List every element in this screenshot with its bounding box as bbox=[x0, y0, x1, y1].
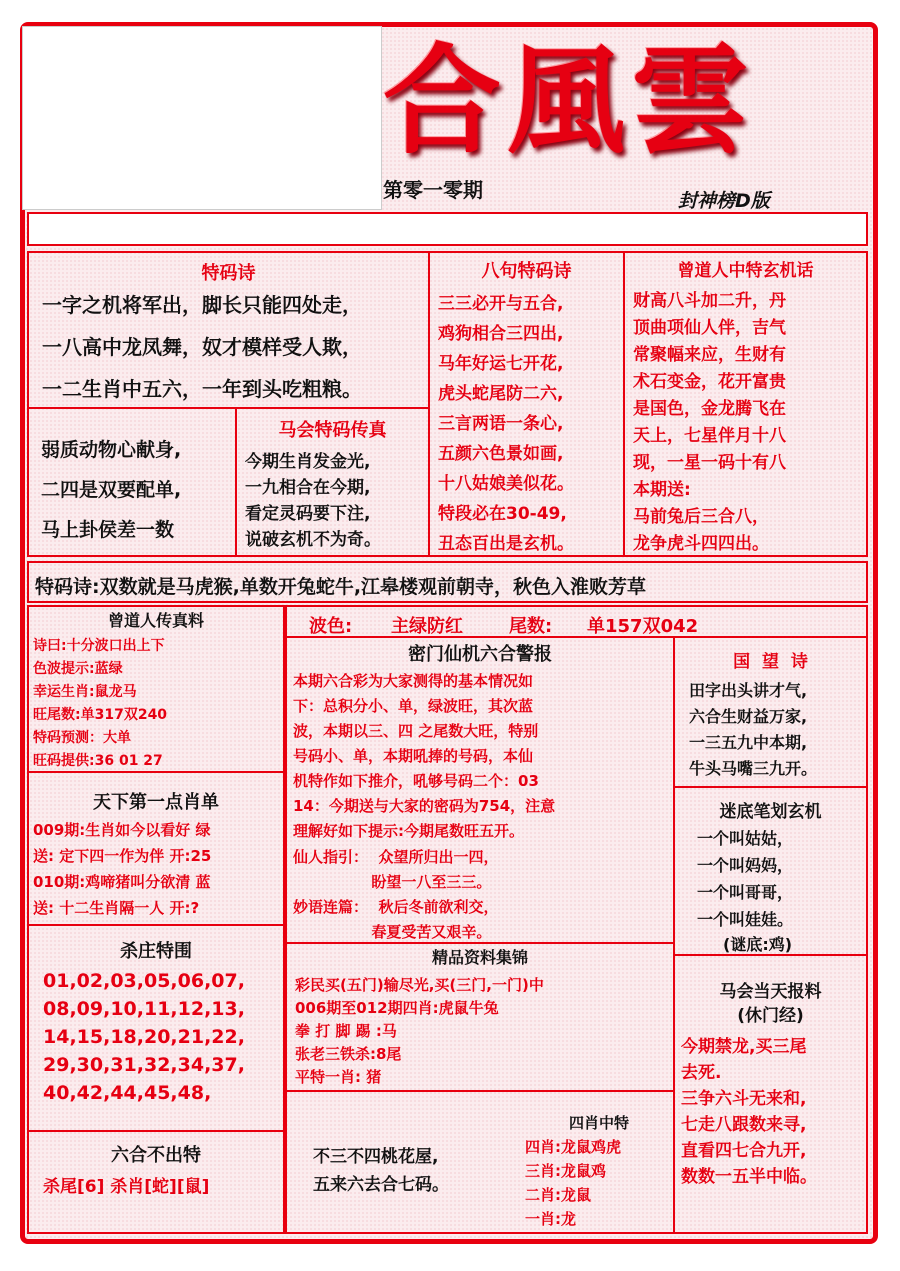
masthead-title: 合風雲 bbox=[383, 31, 756, 170]
zengdao-xuanji-line: 本期送: bbox=[633, 480, 691, 500]
zengdao-chuanzhen-line: 诗曰:十分波口出上下 bbox=[33, 638, 165, 654]
baju-line: 鸡狗相合三四出, bbox=[438, 324, 564, 344]
baju-line: 五颜六色景如画, bbox=[438, 444, 564, 464]
liuhe-buchu-title: 六合不出特 bbox=[111, 1145, 201, 1166]
mimen-box bbox=[285, 636, 675, 944]
midi-line: 一个叫妈妈， bbox=[697, 856, 794, 875]
mahui-chuanzhen-line: 今期生肖发金光, bbox=[245, 452, 371, 472]
sixiao-line: 四肖:龙鼠鸡虎 bbox=[525, 1138, 621, 1156]
liuhe-buchu-text: 杀尾[6] 杀肖[蛇][鼠] bbox=[43, 1177, 210, 1197]
zengdao-chuanzhen-line: 旺尾数:单317双240 bbox=[33, 707, 168, 723]
zengdao-chuanzhen-line: 旺码提供:36 01 27 bbox=[33, 753, 163, 769]
mahui-baoliao-line: 今期禁龙,买三尾 bbox=[681, 1037, 807, 1057]
shazhuang-line: 40,42,44,45,48, bbox=[43, 1082, 212, 1104]
baju-line: 马年好运七开花, bbox=[438, 354, 564, 374]
shazhuang-line: 08,09,10,11,12,13, bbox=[43, 998, 245, 1020]
baju-line: 三三必开与五合, bbox=[438, 294, 564, 314]
temashi-bar-text: 特码诗:双数就是马虎猴,单数开兔蛇牛,江皋楼观前朝寺，秋色入淮败芳草 bbox=[35, 576, 647, 598]
tianxia-box bbox=[27, 771, 285, 926]
midi-line: 一个叫哥哥， bbox=[697, 883, 794, 902]
mahui-baoliao-title: 马会当天报料 bbox=[719, 982, 822, 1002]
mahui-chuanzhen-line: 说破玄机不为奇。 bbox=[245, 530, 381, 550]
zengdao-chuanzhen-title: 曾道人传真料 bbox=[107, 611, 204, 630]
zengdao-xuanji-box bbox=[623, 251, 868, 557]
midi-line: (谜底:鸡) bbox=[723, 935, 793, 954]
baju-line: 虎头蛇尾防二六, bbox=[438, 384, 564, 404]
mahui-chuanzhen-title: 马会特码传真 bbox=[278, 420, 387, 441]
ruozhi-box bbox=[27, 407, 237, 557]
shazhuang-line: 01,02,03,05,06,07, bbox=[43, 970, 245, 992]
guowang-line: 六合生财益万家, bbox=[689, 707, 808, 726]
mimen-line: 妙语连篇： 秋后冬前欲利交， bbox=[293, 898, 499, 916]
sixiao-line: 二肖:龙鼠 bbox=[525, 1186, 591, 1204]
tianxia-line: 送: 十二生肖隔一人 开:? bbox=[33, 899, 200, 917]
mahui-chuanzhen-line: 看定灵码要下注, bbox=[245, 504, 371, 524]
header-blank-panel bbox=[22, 26, 382, 210]
guowang-line: 田字出头讲才气, bbox=[689, 681, 808, 700]
edition-label: 封神榜D版 bbox=[678, 190, 770, 212]
temashi-bar bbox=[27, 561, 868, 603]
shazhuang-line: 29,30,31,32,34,37, bbox=[43, 1054, 245, 1076]
midi-line: 一个叫娃娃。 bbox=[697, 910, 794, 929]
baju-line: 丑态百出是玄机。 bbox=[438, 534, 574, 554]
ruozhi-line: 二四是双要配单, bbox=[41, 479, 182, 501]
busan-box bbox=[285, 1090, 675, 1234]
mimen-line: 春夏受苦又艰辛。 bbox=[293, 923, 492, 941]
temashi-line: 一二生肖中五六，一年到头吃粗粮。 bbox=[42, 377, 362, 401]
jingpin-line: 彩民买(五门)输尽光,买(三门,一门)中 bbox=[295, 976, 544, 994]
jingpin-line: 张老三铁杀:8尾 bbox=[295, 1045, 402, 1063]
zengdao-chuanzhen-line: 色波提示:蓝绿 bbox=[33, 661, 123, 677]
midi-line: 一个叫姑姑， bbox=[697, 829, 794, 848]
mimen-title: 密门仙机六合警报 bbox=[408, 644, 552, 665]
tail-label: 尾数: bbox=[509, 616, 553, 637]
mahui-baoliao-line: 三争六斗无来和, bbox=[681, 1089, 807, 1109]
bose-label: 波色: bbox=[309, 616, 353, 637]
shazhuang-line: 14,15,18,20,21,22, bbox=[43, 1026, 245, 1048]
guowang-title: 国 望 诗 bbox=[733, 652, 808, 672]
bose-value: 主绿防红 bbox=[391, 616, 463, 637]
ruozhi-line: 弱质动物心献身, bbox=[41, 439, 182, 461]
temashi-line: 一字之机将军出，脚长只能四处走， bbox=[42, 293, 362, 317]
tianxia-title: 天下第一点肖单 bbox=[93, 792, 219, 813]
baju-line: 三言两语一条心, bbox=[438, 414, 564, 434]
zengdao-chuanzhen-line: 幸运生肖:鼠龙马 bbox=[33, 684, 137, 700]
blank-banner bbox=[27, 212, 868, 246]
shazhuang-title: 杀庄特围 bbox=[120, 941, 192, 962]
temashi-title: 特码诗 bbox=[201, 263, 256, 284]
mimen-line: 理解好如下提示:今期尾数旺五开。 bbox=[293, 822, 525, 840]
mahui-baoliao-line: 七走八跟数来寻, bbox=[681, 1115, 807, 1135]
mimen-line: 下：总积分小、单，绿波旺，其次蓝 bbox=[293, 697, 534, 715]
mimen-line: 14：今期送与大家的密码为754，注意 bbox=[293, 797, 556, 815]
jingpin-box bbox=[285, 942, 675, 1092]
zengdao-xuanji-line: 术石变金，花开富贵 bbox=[633, 372, 786, 392]
mimen-line: 号码小、单，本期吼捧的号码，本仙 bbox=[293, 747, 534, 765]
tianxia-line: 送: 定下四一作为伴 开:25 bbox=[33, 847, 212, 865]
guowang-box bbox=[673, 636, 868, 788]
bose-box bbox=[285, 605, 868, 638]
mahui-baoliao-line: 数数一五半中临。 bbox=[681, 1167, 817, 1187]
zengdao-xuanji-line: 财高八斗加二升，丹 bbox=[633, 291, 786, 311]
temashi-box bbox=[27, 251, 430, 409]
baju-box bbox=[428, 251, 625, 557]
mahui-baoliao-line: 去死. bbox=[681, 1063, 722, 1083]
zengdao-xuanji-line: 天上，七星伴月十八 bbox=[633, 426, 786, 446]
mimen-line: 本期六合彩为大家测得的基本情况如 bbox=[293, 672, 534, 690]
mahui-baoliao-line: 直看四七合九开, bbox=[681, 1141, 807, 1161]
midi-box bbox=[673, 786, 868, 956]
jingpin-line: 拳 打 脚 踢 :马 bbox=[295, 1022, 397, 1040]
shazhuang-box bbox=[27, 924, 285, 1132]
issue-number: 第零一零期 bbox=[383, 178, 483, 202]
zengdao-xuanji-line: 龙争虎斗四四出。 bbox=[633, 534, 769, 554]
busan-line: 五来六去合七码。 bbox=[313, 1175, 449, 1195]
mimen-line: 机特作如下推介，吼够号码二个：03 bbox=[293, 772, 539, 790]
jingpin-line: 平特一肖: 猪 bbox=[295, 1068, 382, 1086]
mimen-line: 波，本期以三、四 之尾数大旺，特别 bbox=[293, 722, 539, 740]
busan-line: 不三不四桃花屋, bbox=[313, 1147, 439, 1167]
ruozhi-line: 马上卦侯差一数 bbox=[41, 519, 175, 541]
tianxia-line: 010期:鸡啼猪叫分欲清 蓝 bbox=[33, 873, 211, 891]
mahui-baoliao-box bbox=[673, 954, 868, 1234]
temashi-line: 一八高中龙凤舞，奴才模样受人欺， bbox=[42, 335, 362, 359]
jingpin-title: 精品资料集锦 bbox=[431, 948, 528, 967]
mahui-chuanzhen-box bbox=[235, 407, 430, 557]
baju-line: 十八姑娘美似花。 bbox=[438, 474, 574, 494]
mahui-baoliao-subtitle: (休门经) bbox=[737, 1006, 804, 1026]
zengdao-xuanji-title: 曾道人中特玄机话 bbox=[677, 261, 814, 281]
mahui-chuanzhen-line: 一九相合在今期, bbox=[245, 478, 371, 498]
zengdao-chuanzhen-line: 特码预测：大单 bbox=[33, 730, 131, 746]
sixiao-title: 四肖中特 bbox=[569, 1114, 630, 1132]
zengdao-xuanji-line: 顶曲项仙人伴，吉气 bbox=[633, 318, 786, 338]
midi-title: 迷底笔划玄机 bbox=[719, 802, 822, 822]
zengdao-xuanji-line: 是国色，金龙腾飞在 bbox=[633, 399, 786, 419]
tianxia-line: 009期:生肖如今以看好 绿 bbox=[33, 821, 211, 839]
mimen-line: 仙人指引： 众望所归出一四， bbox=[293, 848, 499, 866]
guowang-line: 一三五九中本期, bbox=[689, 733, 808, 752]
liuhe-buchu-box bbox=[27, 1130, 285, 1234]
zengdao-xuanji-line: 常聚幅来应，生财有 bbox=[633, 345, 786, 365]
tail-value: 单157双042 bbox=[587, 616, 699, 637]
sixiao-line: 一肖:龙 bbox=[525, 1210, 576, 1228]
baju-title: 八句特码诗 bbox=[481, 261, 572, 282]
zengdao-chuanzhen-box bbox=[27, 605, 285, 773]
zengdao-xuanji-line: 现，一星一码十有八 bbox=[633, 453, 786, 473]
jingpin-line: 006期至012期四肖:虎鼠牛兔 bbox=[295, 999, 499, 1017]
sixiao-line: 三肖:龙鼠鸡 bbox=[525, 1162, 606, 1180]
mimen-line: 盼望一八至三三。 bbox=[293, 873, 492, 891]
zengdao-xuanji-line: 马前兔后三合八， bbox=[633, 507, 769, 527]
guowang-line: 牛头马嘴三九开。 bbox=[689, 759, 818, 778]
baju-line: 特段必在30-49, bbox=[438, 504, 567, 524]
